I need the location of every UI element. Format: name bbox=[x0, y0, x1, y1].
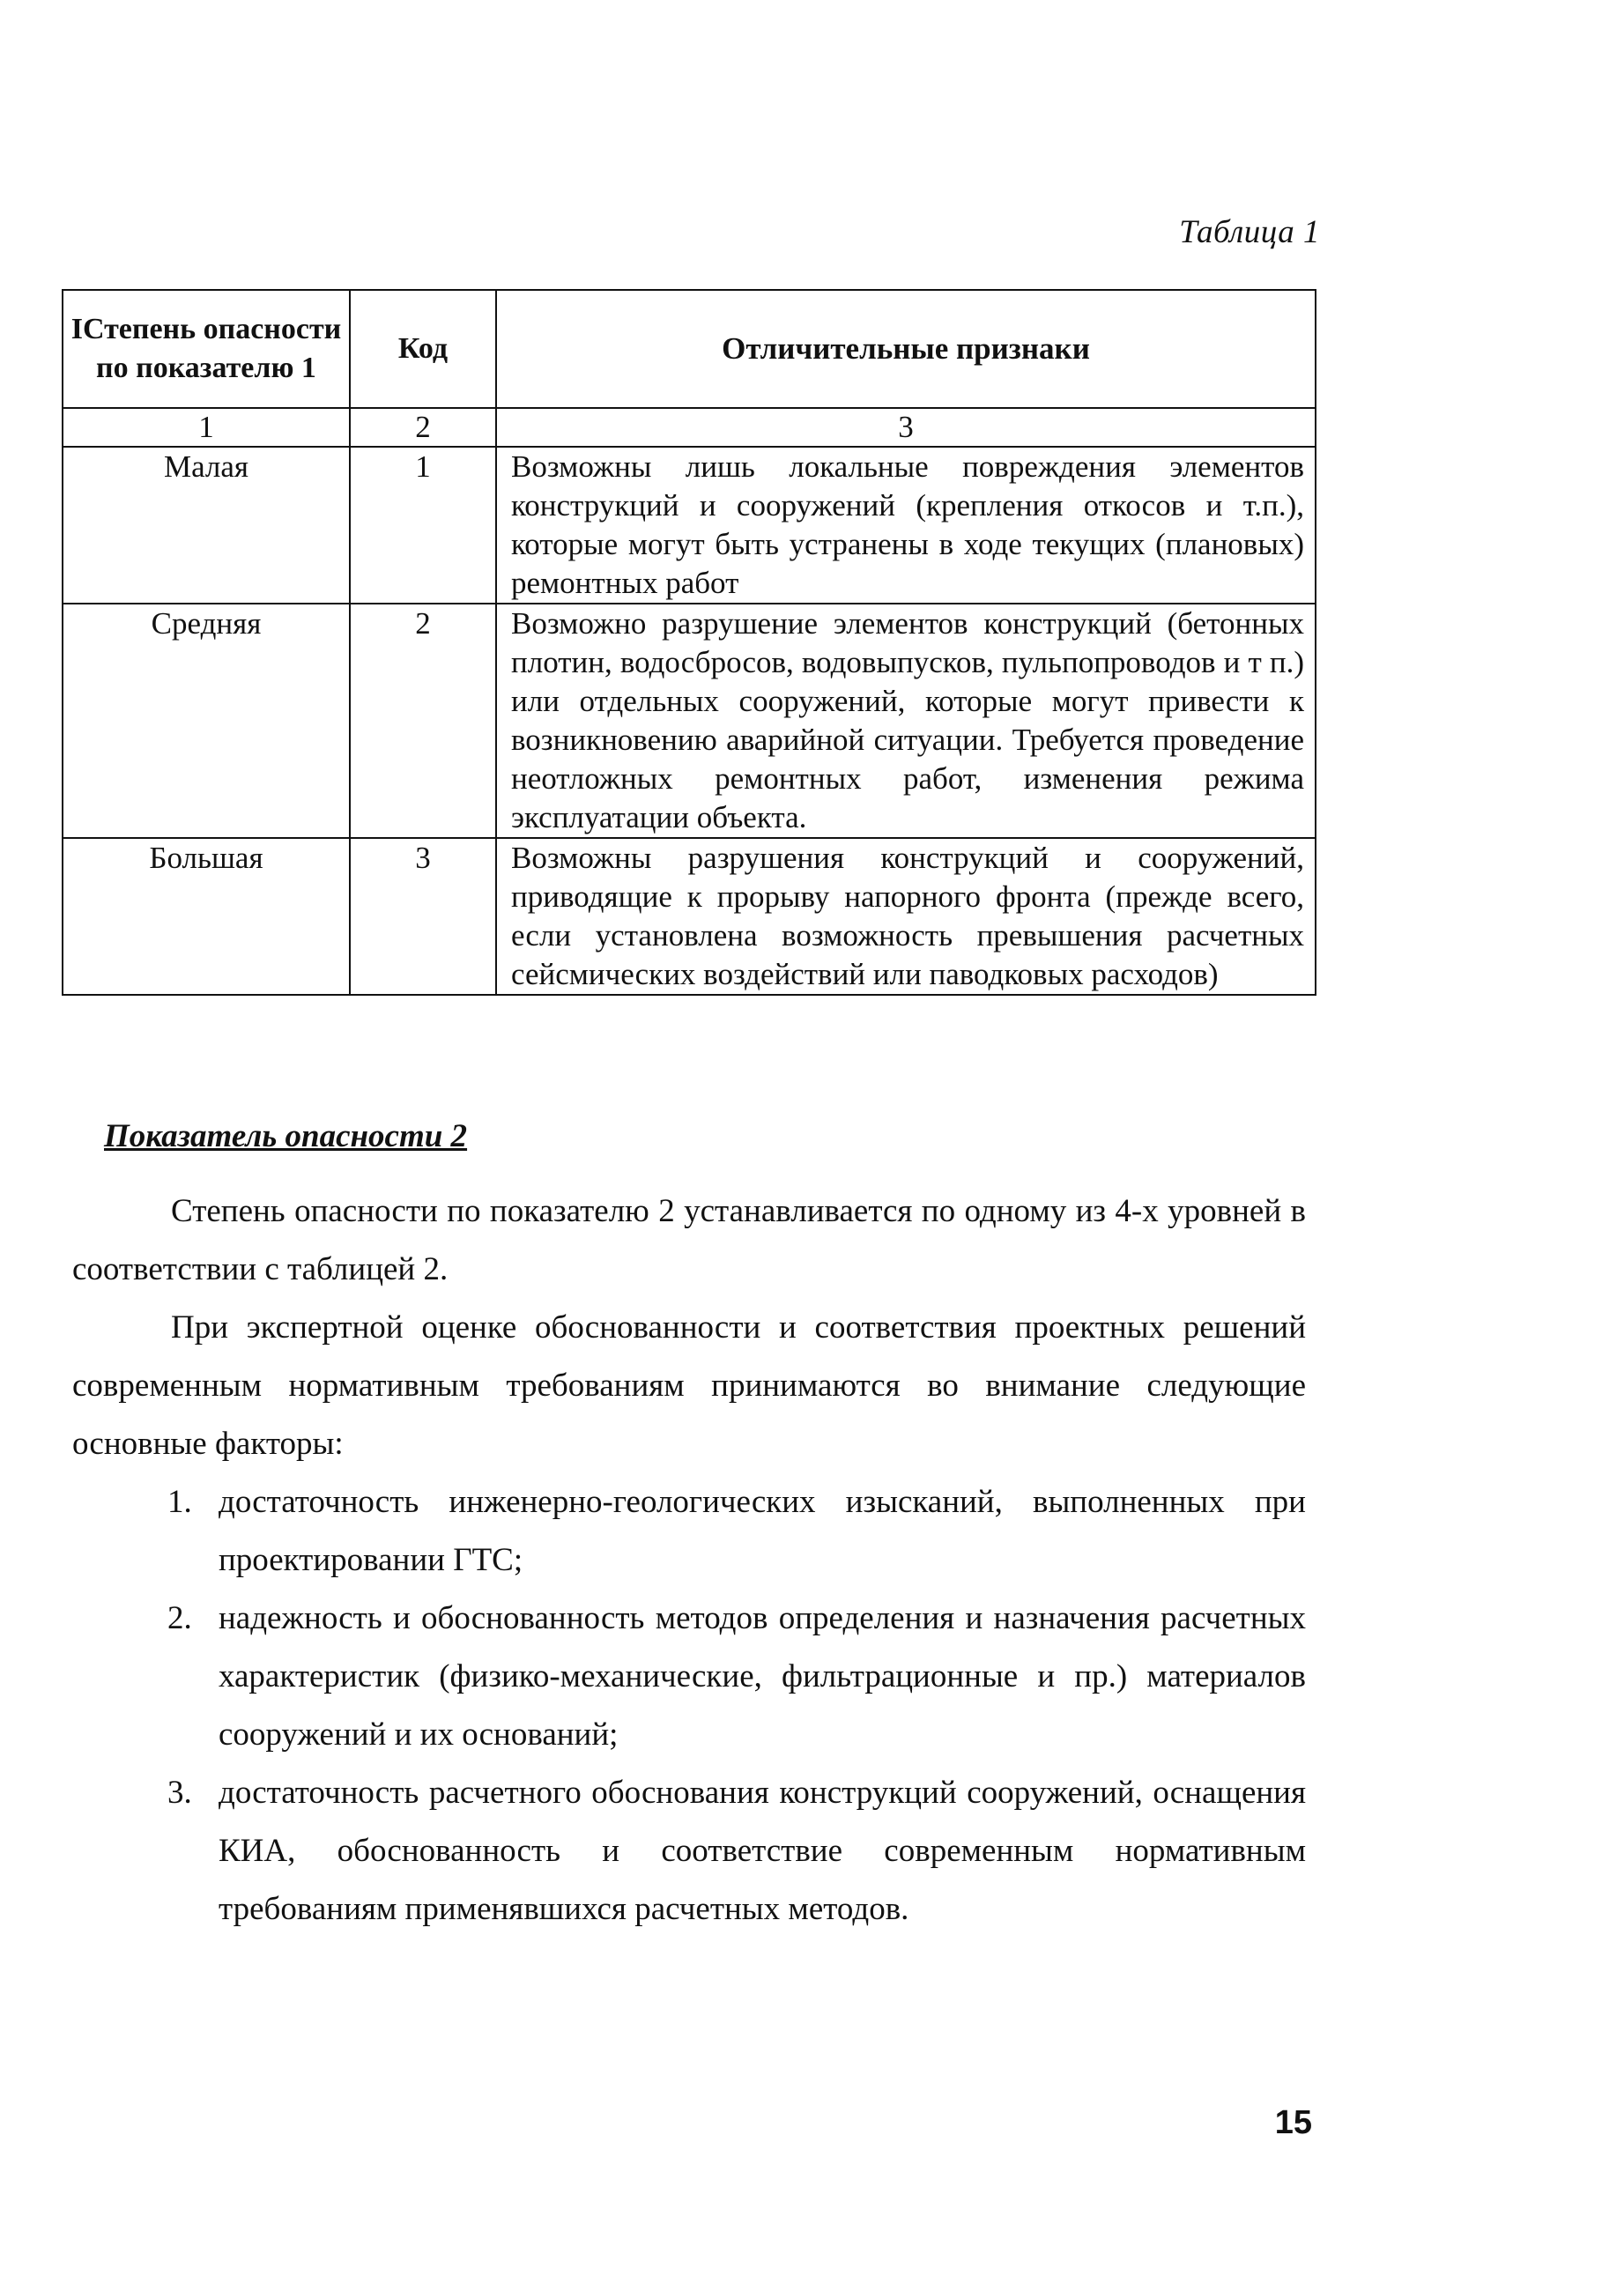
table-row bbox=[63, 447, 1316, 604]
row-description: Возможны лишь локальные повреждения элементов конструкций и сооружений (крепления откосов и т.п.), которые могут быть устранены в ходе текущих (плановых) ремонтных работ bbox=[496, 447, 1316, 604]
column-number: 2 bbox=[350, 408, 496, 447]
row-code: 3 bbox=[350, 838, 496, 995]
row-description: Возможно разрушение элементов конструкций (бетонных плотин, водосбросов, водовыпусков, пульпопроводов и т п.) или отдельных сооружений, которые могут привести к возникновению аварийной ситуации. Требуется проведение неотложных ремонтных работ, изменения режима эксплуатации объекта. bbox=[496, 604, 1316, 838]
row-description: Возможны разрушения конструкций и сооружений, приводящие к прорыву напорного фронта (прежде всего, если установлена возможность превышения расчетных сейсмических воздействий или паводковых расходов) bbox=[496, 838, 1316, 995]
header-code: Код bbox=[350, 290, 496, 408]
list-item-number: 3. bbox=[167, 1775, 192, 1811]
list-item-text: достаточность расчетного обоснования конструкций сооружений, оснащения КИА, обоснованность и соответствие современным нормативным требованиям применявшихся расчетных методов. bbox=[219, 1775, 1306, 1927]
table-caption: Таблица 1 bbox=[1179, 214, 1320, 250]
table-row bbox=[63, 604, 1316, 838]
row-level: Малая bbox=[63, 447, 350, 604]
row-level: Большая bbox=[63, 838, 350, 995]
row-level: Средняя bbox=[63, 604, 350, 838]
list-item bbox=[0, 1764, 1306, 1939]
header-description: Отличительные признаки bbox=[496, 290, 1316, 408]
list-item bbox=[0, 1590, 1306, 1764]
paragraph-text: При экспертной оценке обоснованности и соответствия проектных решений современным нормативным требованиям принимаются во внимание следующие основные факторы: bbox=[72, 1309, 1306, 1462]
paragraph-text: Степень опасности по показателю 2 устанавливается по одному из 4-х уровней в соответствии с таблицей 2. bbox=[72, 1193, 1306, 1287]
paragraph bbox=[72, 1183, 1306, 1299]
column-number-row bbox=[63, 408, 1316, 447]
row-code: 2 bbox=[350, 604, 496, 838]
list-item-number: 2. bbox=[167, 1600, 192, 1636]
hazard-table bbox=[62, 289, 1316, 996]
list-item-text: достаточность инженерно-геологических изысканий, выполненных при проектировании ГТС; bbox=[219, 1484, 1306, 1578]
column-number: 1 bbox=[63, 408, 350, 447]
section-title: Показатель опасности 2 bbox=[104, 1118, 468, 1154]
factors-list bbox=[0, 1473, 1306, 1939]
header-level: IСтепень опасности по показателю 1 bbox=[63, 290, 350, 408]
table-row bbox=[63, 838, 1316, 995]
column-number: 3 bbox=[496, 408, 1316, 447]
page-number: 15 bbox=[1274, 2104, 1312, 2141]
table-header-row bbox=[63, 290, 1316, 408]
list-item-text: надежность и обоснованность методов определения и назначения расчетных характеристик (физико-механические, фильтрационные и пр.) материалов сооружений и их оснований; bbox=[219, 1600, 1306, 1753]
paragraph bbox=[72, 1299, 1306, 1473]
row-code: 1 bbox=[350, 447, 496, 604]
list-item-number: 1. bbox=[167, 1484, 192, 1520]
list-item bbox=[0, 1473, 1306, 1590]
